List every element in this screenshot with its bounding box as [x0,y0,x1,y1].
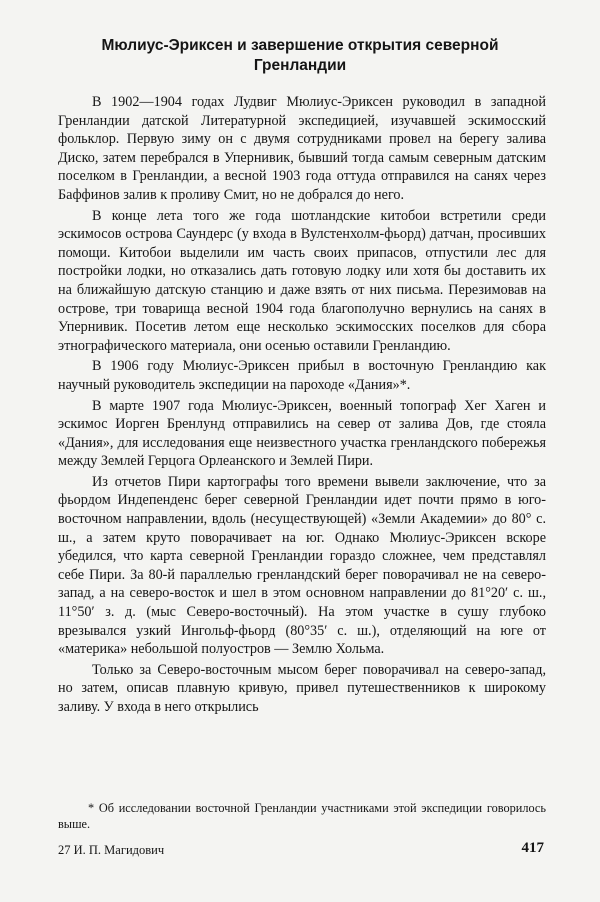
page-number: 417 [521,840,544,856]
footnote: * Об исследовании восточной Гренландии участниками этой экспедиции говорилось выше. [58,801,546,831]
paragraph: В марте 1907 года Мюлиус-Эриксен, военный топограф Хег Хаген и эскимос Иорген Бренлунд отправились на север от залива Дов, где стояла «Дания», для исследования еще неизвестного участка гренландского побережья между Землей Герцога Орлеанского и Землей Пири. [58,397,546,470]
footnote-divider [58,792,546,793]
chapter-title: Мюлиус-Эриксен и завершение открытия северной Гренландии [101,37,499,74]
paragraph: В 1902—1904 годах Лудвиг Мюлиус-Эриксен руководил в западной Гренландии датской Литературной экспедицией, изучавшей эскимосский фольклор. Первую зиму он с двумя сотрудниками провел на берегу залива Диско, затем перебрался в Упернивик, бывший тогда самым северным датским поселком в Гренландии, а весной 1903 года оттуда отправился на санях через Баффинов залив к проливу Смит, но не добрался до него. [58,94,546,203]
paragraph: Из отчетов Пири картографы того времени вывели заключение, что за фьордом Индепенденс берег северной Гренландии идет почти прямо в юго-восточном направлении, вдоль (несуществующей) «Земли Академии» до 80° с. ш., а затем круто поворачивает на юг. Однако Мюлиус-Эриксен вскоре убедился, что карта северной Гренландии гораздо сложнее, чем представлял себе Пири. За 80-й параллелью гренландский берег поворачивал не на северо-запад, а на северо-восток и шел в этом основном направлении до 81°20′ с. ш., 11°50′ з. д. (мыс Северо-восточный). На этом участке в сушу глубоко врезывался узкий Ингольф-фьорд (80°35′ с. ш.), отделяющий на юге от «материка» небольшой полуостров — Землю Хольма. [58,473,546,658]
paragraph: Только за Северо-восточным мысом берег поворачивал на северо-запад, но затем, описав плавную кривую, привел путешественников к широкому заливу. У входа в него открылись [58,661,546,715]
paragraph: В 1906 году Мюлиус-Эриксен прибыл в восточную Гренландию как научный руководитель экспедиции на пароходе «Дания»*. [58,358,546,393]
paragraph: В конце лета того же года шотландские китобои встретили среди эскимосов острова Саундерс (у входа в Вулстенхолм-фьорд) датчан, просивших помощи. Китобои выделили им часть своих припасов, отпустили лес для постройки лодки, но отказались дать готовую лодку или хотя бы доставить их на ближайшую датскую станцию и даже взять от них письма. Перезимовав на острове, три товарища весной 1904 года благополучно вернулись на санях в Упернивик. Посетив летом еще несколько эскимосских поселков для сбора этнографического материала, они осенью оставили Гренландию. [58,207,546,354]
body-text [58,93,546,717]
printer-signature: 27 И. П. Магидович [58,843,165,857]
